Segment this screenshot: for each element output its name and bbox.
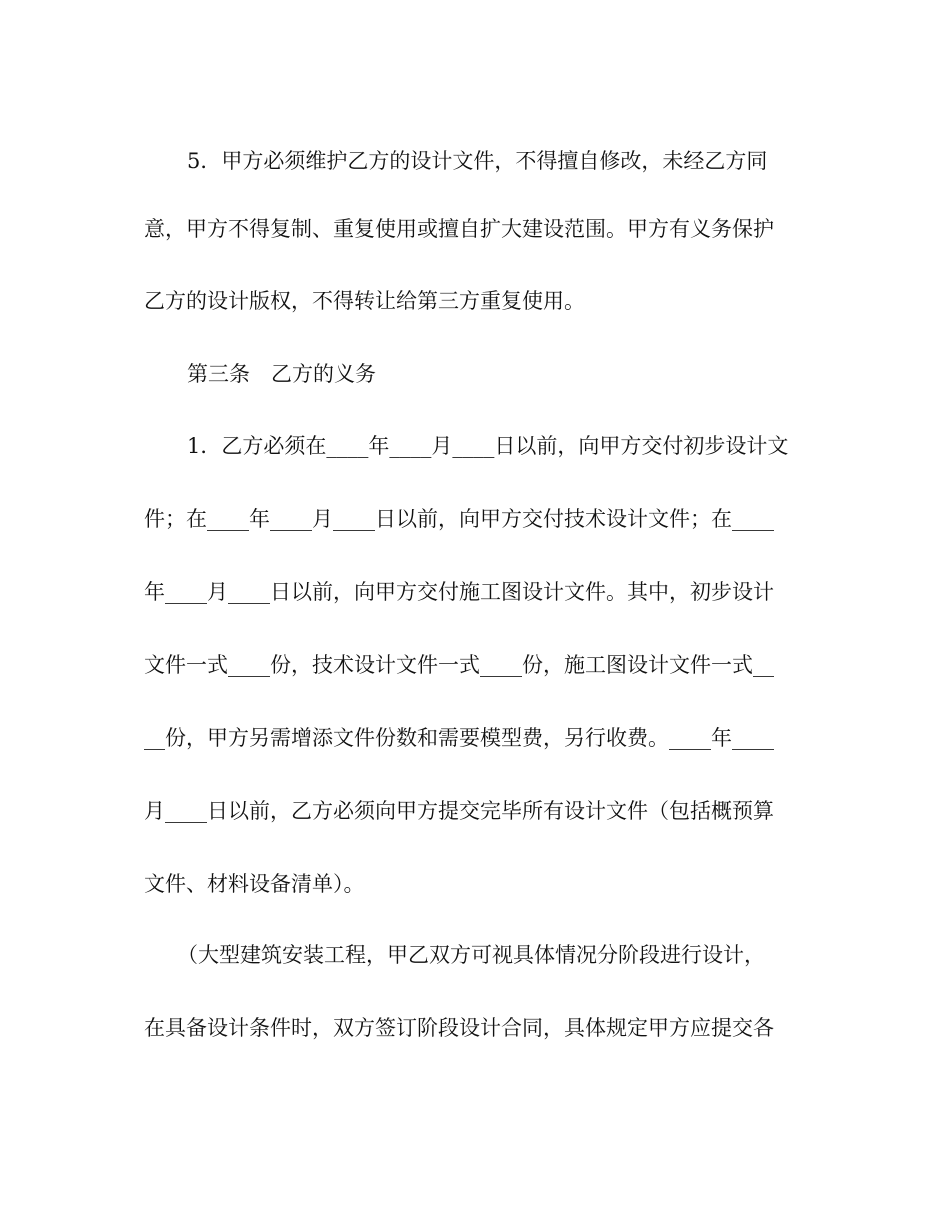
text-line-10: 月____日以前，乙方必须向甲方提交完毕所有设计文件（包括概预算: [144, 799, 774, 823]
text-line-2: 意，甲方不得复制、重复使用或擅自扩大建设范围。甲方有义务保护: [144, 217, 774, 241]
text-line-7: 年____月____日以前，向甲方交付施工图设计文件。其中，初步设计: [144, 580, 774, 604]
text-line-12: （大型建筑安装工程，甲乙双方可视具体情况分阶段进行设计，: [177, 943, 765, 967]
section-heading: 第三条 乙方的义务: [187, 362, 376, 386]
text-line-9: __份，甲方另需增添文件份数和需要模型费，另行收费。____年____: [144, 726, 774, 750]
text-line-5: 1．乙方必须在____年____月____日以前，向甲方交付初步设计文: [187, 434, 789, 458]
text-line-13: 在具备设计条件时，双方签订阶段设计合同，具体规定甲方应提交各: [144, 1016, 774, 1040]
text-line-11: 文件、材料设备清单）。: [144, 872, 365, 896]
text-line-8: 文件一式____份，技术设计文件一式____份，施工图设计文件一式__: [144, 653, 774, 677]
text-line-1: 5．甲方必须维护乙方的设计文件，不得擅自修改，未经乙方同: [187, 149, 768, 173]
text-line-3: 乙方的设计版权，不得转让给第三方重复使用。: [144, 289, 585, 313]
text-line-6: 件；在____年____月____日以前，向甲方交付技术设计文件；在____: [144, 507, 774, 531]
